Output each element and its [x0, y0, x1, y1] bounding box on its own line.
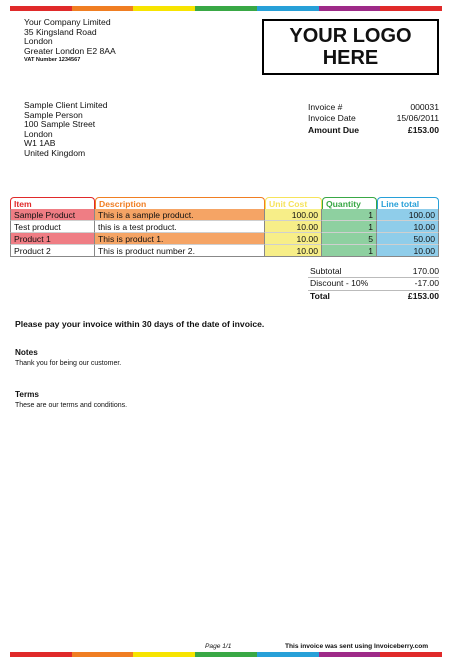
- client-postcode: W1 1AB: [24, 138, 56, 149]
- client-country: United Kingdom: [24, 147, 86, 158]
- company-address: 35 Kingsland Road: [24, 26, 97, 37]
- terms-text: These are our terms and conditions.: [15, 402, 128, 409]
- cell-item: Product 2: [10, 245, 95, 257]
- header-item: Item: [10, 197, 95, 209]
- amount-due: £153.00: [407, 124, 439, 135]
- company-name: Your Company Limited: [24, 17, 111, 27]
- stripe-segment: [10, 6, 72, 11]
- cell-item: Sample Product: [10, 209, 95, 221]
- stripe-segment: [10, 652, 72, 657]
- table-row: [10, 233, 439, 245]
- header-description: Description: [95, 197, 265, 209]
- cell-description: This is product 1.: [95, 233, 265, 245]
- discount-value: -17.00: [414, 278, 439, 289]
- cell-unit-cost: 10.00: [265, 233, 322, 245]
- cell-unit-cost: 100.00: [265, 209, 322, 221]
- subtotal-value: 170.00: [412, 266, 439, 276]
- header-quantity: Quantity: [322, 197, 377, 209]
- cell-description: This is product number 2.: [95, 245, 265, 257]
- client-block: [24, 101, 108, 159]
- header-unit-cost: Unit Cost: [265, 197, 322, 209]
- cell-quantity: 1: [322, 209, 377, 221]
- cell-quantity: 1: [322, 221, 377, 233]
- cell-line-total: 10.00: [377, 245, 439, 257]
- stripe-segment: [195, 6, 257, 11]
- cell-item: Test product: [10, 221, 95, 233]
- total-label: Total: [310, 290, 330, 301]
- logo-text-line1: YOUR LOGO: [289, 25, 412, 47]
- client-person: Sample Person: [24, 109, 83, 120]
- stripe-segment: [257, 6, 319, 11]
- notes-text: Thank you for being our customer.: [15, 360, 122, 367]
- cell-line-total: 50.00: [377, 233, 439, 245]
- stripe-segment: [380, 652, 442, 657]
- client-street: 100 Sample Street: [24, 119, 96, 130]
- invoice-number-row: [308, 102, 439, 113]
- cell-quantity: 5: [322, 233, 377, 245]
- stripe-segment: [133, 652, 195, 657]
- stripe-segment: [257, 652, 319, 657]
- stripe-segment: [72, 6, 134, 11]
- total-row: [308, 291, 439, 302]
- cell-unit-cost: 10.00: [265, 245, 322, 257]
- table-row: [10, 209, 439, 221]
- invoice-date: 15/06/2011: [396, 113, 439, 124]
- total-value: £153.00: [407, 290, 439, 301]
- stripe-segment: [319, 6, 381, 11]
- invoice-meta: [308, 102, 439, 136]
- subtotal-label: Subtotal: [310, 266, 342, 276]
- stripe-segment: [380, 6, 442, 11]
- table-row: [10, 221, 439, 233]
- cell-line-total: 100.00: [377, 209, 439, 221]
- company-region: Greater London E2 8AA: [24, 45, 116, 56]
- company-vat: VAT Number 1234567: [24, 57, 81, 64]
- table-header-row: [10, 197, 439, 209]
- invoice-number-label: Invoice #: [308, 102, 343, 112]
- stripe-segment: [195, 652, 257, 657]
- logo-placeholder: [262, 19, 439, 75]
- company-block: [24, 18, 116, 66]
- invoice-date-row: [308, 113, 439, 124]
- bottom-color-stripe: [10, 652, 442, 657]
- cell-description: This is a sample product.: [95, 209, 265, 221]
- totals-block: [308, 266, 439, 302]
- invoice-date-label: Invoice Date: [308, 113, 356, 124]
- footer-sent-by: This invoice was sent using Invoiceberry.com: [285, 643, 429, 650]
- line-items-table: [10, 197, 439, 257]
- logo-text-line2: HERE: [322, 47, 379, 69]
- notes-title: Notes: [15, 348, 38, 357]
- stripe-segment: [133, 6, 195, 11]
- stripe-segment: [319, 652, 381, 657]
- top-color-stripe: [10, 6, 442, 11]
- stripe-segment: [72, 652, 134, 657]
- amount-due-row: [308, 125, 439, 136]
- amount-due-label: Amount Due: [308, 124, 360, 135]
- discount-row: [308, 278, 439, 290]
- cell-item: Product 1: [10, 233, 95, 245]
- footer-page-number: Page 1/1: [205, 643, 232, 650]
- cell-quantity: 1: [322, 245, 377, 257]
- subtotal-row: [308, 266, 439, 278]
- client-company: Sample Client Limited: [24, 100, 108, 110]
- payment-note: Please pay your invoice within 30 days of the date of invoice.: [15, 319, 265, 329]
- cell-description: this is a test product.: [95, 221, 265, 233]
- terms-title: Terms: [15, 390, 39, 399]
- invoice-number: 000031: [410, 102, 439, 112]
- discount-label: Discount - 10%: [310, 278, 369, 289]
- cell-unit-cost: 10.00: [265, 221, 322, 233]
- company-city: London: [24, 36, 53, 47]
- header-line-total: Line total: [377, 197, 439, 209]
- client-city: London: [24, 128, 53, 139]
- table-row: [10, 245, 439, 257]
- cell-line-total: 10.00: [377, 221, 439, 233]
